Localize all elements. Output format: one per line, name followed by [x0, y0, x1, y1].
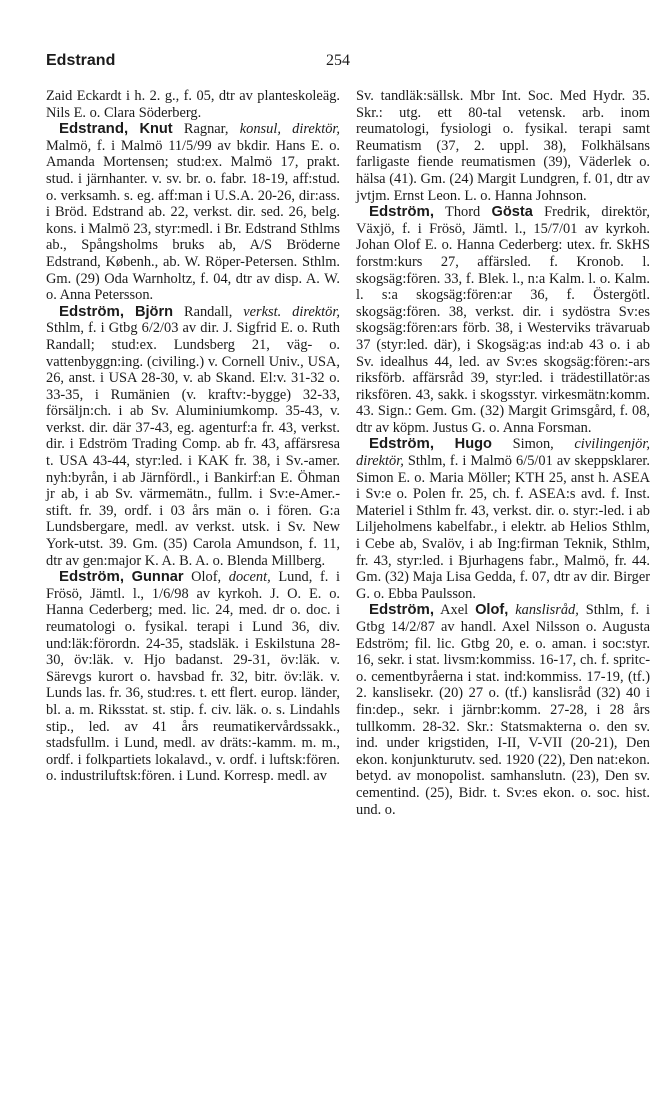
entry-first-name: Simon, [512, 436, 554, 453]
entry-surname: Edström, [59, 568, 125, 586]
entry-edstrom-gunnar [46, 569, 340, 785]
entry-edstrand-knut [46, 121, 340, 304]
entry-surname: Edstrand, [59, 120, 129, 138]
entry-first-name: Olof, [191, 569, 222, 586]
entry-title: verkst. direktör, [243, 303, 340, 320]
running-head: Edstrand [46, 52, 116, 69]
entry-surname: Edström, [369, 601, 435, 619]
entry-body: Sthlm, f. i Malmö 6/5/01 av skeppsklarer. Simon E. o. Maria Möller; KTH 25, anst h. ASEA i Sv:e o. Polen fr. 25, ch. f. ASEA:s avd. f. Inst. Materiel i Sthlm fr. 43, verkst. dir. o. styr:-led. i ab Liljeholmens kabelfabr., i elektr. ab Helios Sthlm, i Cebe ab, Svalöv, i ab Ing:firman Teknik, Sthlm, fr. 43, styr:led. i Bjurhagens fabr., Malmö, fr. 44. Gm. (32) Maja Lisa Gedda, f. 07, dtr av dir. Birger G. o. Ebba Paulsson. [356, 453, 650, 602]
page-header [46, 52, 644, 74]
entry-given-name: Gunnar [131, 569, 184, 586]
entry-given-name: Björn [134, 303, 174, 320]
entry-body: Zaid Eckardt i h. 2. g., f. 05, dtr av planteskoleäg. Nils E. o. Clara Söderberg. [46, 88, 340, 121]
entry-surname: Edström, [369, 435, 435, 453]
entry-continuation [46, 88, 340, 121]
entry-first-name: Thord [445, 204, 481, 221]
page-number: 254 [326, 52, 350, 69]
entry-continuation [356, 88, 650, 204]
entry-given-name: Gösta [491, 204, 533, 221]
entry-given-name: Olof, [475, 602, 509, 619]
entry-edstrom-bjorn [46, 304, 340, 570]
entry-body: Sthlm, f. i Gtbg 14/2/87 av handl. Axel Nilsson o. Augusta Edström; fil. lic. Gtbg 20, e. o. aman. i soc:styr. 16, sekr. i stat. livsm:kommiss. 16-17, ch. f. spritc-o. cementbyråerna i stat. ind:kommiss. 17-19, (tf.) 2. kanslisekr. (20) 27 o. (tf.) kanslisråd (32) 40 i fin:dep., sekr. i järnbr:komm. 27-28, i 28 års tullkomm. 28-32. Skr.: Statsmakterna o. den sv. ind. under krigstiden, I-II, V-VII (20-21), Den ekon. konjunkturutv. sed. 1920 (22), Den nat:ekon. betyd. av monopolist. samhanslutn. (23), Den sv. cementind. (25), Bidr. t. Sv:es ekon. o. soc. hist. und. o. [356, 602, 651, 818]
entry-surname: Edström, [369, 203, 435, 221]
entry-edstrom-hugo [356, 436, 650, 602]
entry-given-name: Hugo [454, 436, 492, 453]
entry-title: kanslisråd, [515, 602, 579, 619]
entry-first-name: Ragnar, [183, 121, 229, 138]
entry-surname: Edström, [59, 302, 125, 320]
entry-body: Malmö, f. i Malmö 11/5/99 av bkdir. Hans E. o. Amanda Mortensen; stud:ex. Malmö 17, prakt. stud. i järnhanter. v. sv. br. o. fabr. 18-19, aff:stud. o. verksamh. s. eg. aff:man i U.S.A. 20-26, dir:ass. i Bröd. Edstrand ab. 22, verkst. dir. sed. 26, belg. kons. i Malmö 23, styr:medl. i Br. Edstrand Sthlms ab., Spångsholms bruks ab, A/S Bröderne Edstrand, Københ., ab. W. Röper-Petersen. Sthlm. Gm. (29) Oda Warnholtz, f. 04, dtr av disp. A. W. o. Anna Petersson. [46, 137, 340, 304]
entry-body: Fredrik, direktör, Växjö, f. i Frösö, Jämtl. l., 15/7/01 av kyrkoh. Johan Olof E. o. Hanna Cederberg: utex. fr. SkHS forstm:kurs 27, affärsled. f. Kronob. l. skogsäg:fören. 33, f. Blek. l., n:a Kalm. l. o. Kalm. l. s:a skogsäg:fören:ar 36, f. Östergötl. skogsäg:fören. 38, verkst. dir. i sydöstra Sv:es skogsäg:fören:ars förb. 38, i Westerviks trävaruab 37 (styr:led. där), i Skogsäg:as ind:ab 43 o. i ab Sv. idealhus 44, led. av Sv:es skogsäg:fören:-ars riksförb. affärsråd 39, styr:led. i trädestillatör:as riksfören. 43, sakk. i skogsstyr. virkesmätn:komm. 43. Sign.: Gem. Gm. (32) Margit Grimsgård, f. 08, dtr av köpm. Justus G. o. Anna Forsman. [356, 204, 650, 436]
entry-title: docent, [228, 569, 271, 586]
entry-given-name: Knut [139, 121, 173, 138]
entry-first-name: Axel [440, 602, 469, 619]
entry-edstrom-olof [356, 602, 650, 818]
entry-title: konsul, direktör, [239, 121, 340, 138]
right-column [356, 88, 650, 818]
entry-body: Lund, f. i Frösö, Jämtl. l., 1/6/98 av kyrkoh. J. O. E. o. Hanna Cederberg; med. lic. 24, med. dr o. doc. i reumatologi o. fysikal. terapi i Lund 36, div. und:läk:förordn. 24-35, stadsläk. i Eskilstuna 28-30, öv:läk. v. Hjo badanst. 29-31, öv:läk. v. Särevgs kurort o. havsbad fr. 32, bitr. öv:läk. v. Lunds las. fr. 36, stud:res. t. ett flert. europ. länder, bl. a. m. Riksstat. st. stip. f. civ. läk. o. s. Lindahls stip., led. av 41 års reumatikervårdssakk., stadsfullm. i Lund, medl. av dräts:-kamm. m. m., ordf. i folkpartiets lokalavd., v. ordf. i luftsk:fören. o. industriluftsk:fören. i Lund. Korresp. medl. av [46, 569, 340, 785]
left-column [46, 88, 340, 785]
entry-edstrom-gosta [356, 204, 650, 436]
entry-first-name: Randall, [183, 303, 233, 320]
entry-title: civilingenjör, direktör, [356, 436, 650, 470]
entry-body: Sthlm, f. i Gtbg 6/2/03 av dir. J. Sigfrid E. o. Ruth Randall; stud:ex. Lundsberg 21, väg- o. vattenbyggn:ing. (civiling.) v. Cornell Univ., USA, 26, anst. i USA 28-30, v. ab Skand. El:v. 31-32 o. 33-35, i Rumänien (v. kraftv:-bygge) 32-33, försäljn:ch. i ab Sv. Aluminiumkomp. 35-43, v. verkst. dir. där 37-43, eg. agenturf:a fr. 43, verkst. dir. i Edström Trading Comp. ab fr. 43, affärsresa t. USA 43-44, styr:led. i KAK fr. 38, i Sv.-amer. nyh:byrån, i ab Järnfördl., i Bankirf:an E. Öhman jr ab, i ab Sv. värmemätn., fullm. i Sv:e-Amer.-stift. fr. 39, ordf. i 03 års män o. i fören. G:a Lundsbergare, medl. av verkst. utsk. i Sv. New York-utst. 39. Gm. (35) Carola Amundson, f. 11, dtr av gen:major K. A. B. A. o. Blenda Millberg. [46, 320, 340, 569]
entry-body: Sv. tandläk:sällsk. Mbr Int. Soc. Med Hydr. 35. Skr.: utg. ett 80-tal vetensk. arb. inom reumatologi, fysiologi o. fysikal. terapi samt Reumatism (37, 2. uppl. 38), Folkhälsans farligaste fiende reumatismen (39), Väderlek o. hälsa (41). Gm. (24) Margit Lundgren, f. 01, dtr av jvtjm. Ernst Leon. L. o. Hanna Johnson. [356, 88, 650, 204]
